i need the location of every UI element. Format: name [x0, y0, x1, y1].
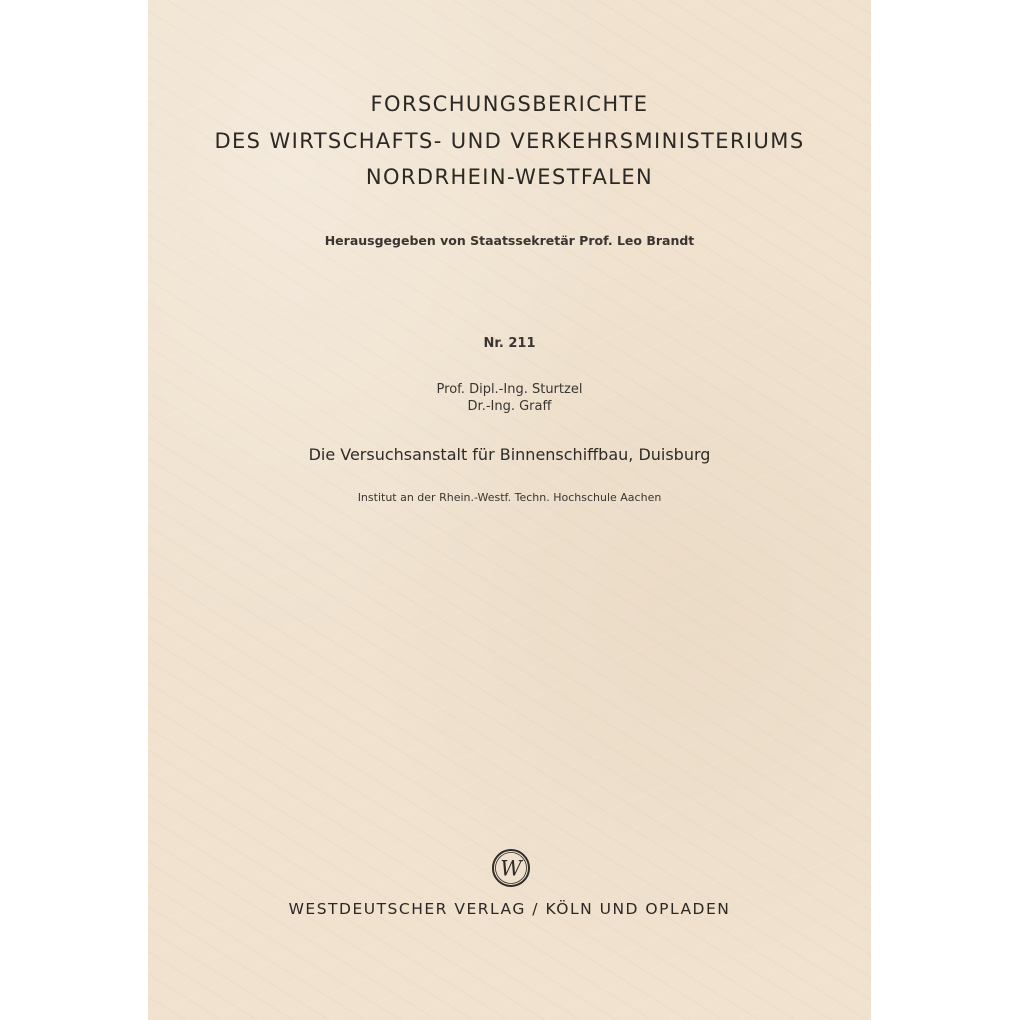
westdeutscher-verlag-w-logo-icon [491, 848, 531, 888]
author-1: Prof. Dipl.-Ing. Sturtzel [436, 382, 583, 397]
series-title-line-3: NORDRHEIN-WESTFALEN [365, 165, 654, 189]
book-cover [148, 0, 871, 1020]
book-title: Die Versuchsanstalt für Binnenschiffbau, Duisburg [308, 445, 711, 464]
series-title-line-2: DES WIRTSCHAFTS- UND VERKEHRSMINISTERIUMS [214, 129, 805, 153]
author-2: Dr.-Ing. Graff [467, 399, 552, 414]
series-title-line-1: FORSCHUNGSBERICHTE [370, 92, 649, 116]
issue-number: Nr. 211 [483, 336, 536, 351]
institute-line: Institut an der Rhein.-Westf. Techn. Hochschule Aachen [357, 491, 662, 504]
editor-credit: Herausgegeben von Staatssekretär Prof. Leo Brandt [324, 233, 695, 248]
publisher-line: WESTDEUTSCHER VERLAG / KÖLN UND OPLADEN [288, 900, 731, 918]
logo-letter: W [500, 856, 522, 881]
